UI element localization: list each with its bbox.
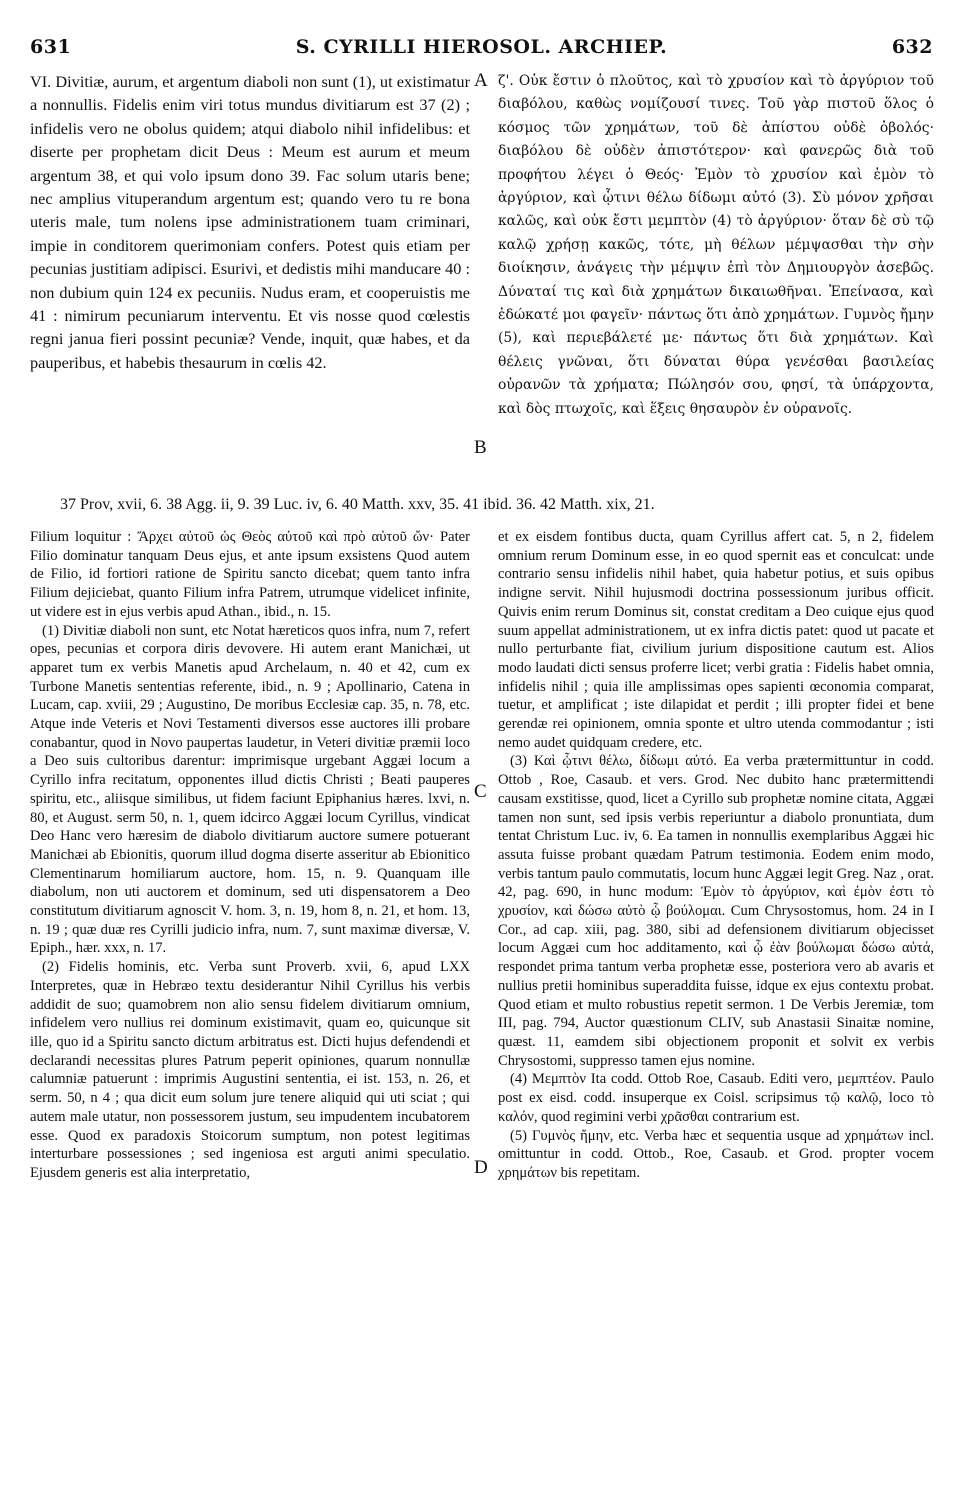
running-title: S. CYRILLI HIEROSOL. ARCHIEP. xyxy=(295,36,668,58)
note-paragraph: Filium loquitur : Ἄρχει αὐτοῦ ὡς Θεὸς αὐτοῦ καὶ πρὸ αὐτοῦ ὤν· Pater Filio dominatur tanquam Deus ejus, et ante ipsum exsistens Quod autem de Filio, id fortiori ratione de Spiritu sancto dicebat; quem tanto infra Filium dejiciebat, quanto Filium infra Patrem, utrumque videlicet infinite, ut videre est in ejus verbis apud Athan., ibid., n. 15. xyxy=(30,529,470,620)
page-number-left: 631 xyxy=(30,36,72,58)
margin-letter-b: B xyxy=(474,437,487,458)
scripture-references: 37 Prov, xvii, 6. 38 Agg. ii, 9. 39 Luc. iv, 6. 40 Matth. xxv, 35. 41 ibid. 36. 42 Matth. xix, 21. xyxy=(60,496,655,513)
margin-letter-d: D xyxy=(474,1157,488,1178)
note-paragraph: et ex eisdem fontibus ducta, quam Cyrillus affert cat. 5, n 2, fidelem omnium rerum Dominum esse, in eo quod spernit eas et conculcat: unde contrario sensu infidelis nihil habet, quia habetur potius, et suis opibus indigne servit. Nihil hujusmodi doctrina possessionum juribus officit. Quivis enim rerum Dominus sit, constat creditam a Deo cuique ejus quod suum appellat administrationem, ut ex infra dictis patet: quod ut pacate et nullo perturbante fiat, civilium jurium dispositione cautum est. Alios modo laudati dicti sensus proferre licet; verbi gratia : Fidelis habet omnia, infidelis nihil ; quia ille amplissimas opes sapienti œconomia comparat, tuetur, et amplificat ; iste dilapidat et perdit ; illi propter fidei et bene gerendæ rei opinionem, omnia sponte et ultro utenda commodantur ; isti nemo audet quidquam credere, etc. xyxy=(498,529,934,751)
notes-left-column xyxy=(30,528,470,1183)
note-paragraph: (1) Divitiæ diaboli non sunt, etc Notat hæreticos quos infra, num 7, refert opes, pecunias et corpora diris devovere. Hi autem erant Manichæi, ut apparet tum ex verbis Manetis apud Archelaum, n. 40 et 42, cum ex Turbone Manetis sententias referente, ibid., n. 9 ; Apollinario, Catena in Lucam, cap. xviii, 29 ; Augustino, De moribus Ecclesiæ cap. 35, n. 78, etc. Atque inde Veteris et Novi Testamenti diversos esse auctores illi probare conabantur, quod in Novo paupertas laudetur, in Veteri divitiæ præmii loco a Deo suis cultoribus darentur: imprimisque urgebant Aggæi locum a Cyrillo infra recitatum, opponentes illud dictis Christi ; Beati pauperes spiritu, etc., aliisque similibus, ut fidem faciunt Epiphanius hæres. lxvi, n. 80, et August. serm 50, n. 1, quem idcirco Aggæi locum Cyrillus, vindicat Deo Hanc vero hæresim de diabolo divitiarum auctore sumere potuerant Manichæi ab Ebionitis, quorum illud dogma diserte asseritur ab Ebionitico Clementinarum homiliarum auctore, hom. 15, n. 9. Quanquam ille diabolum, non uti auctorem et dominum, sed uti dispensatorem a Deo constitutum divitiarum agnoscit V. hom. 3, n. 19, hom 8, n. 21, et hom. 13, n. 19 ; quæ duæ res Cyrilli judicio infra, num. 7, sunt maximæ diversæ, V. Epiph., hær. xxx, n. 17. xyxy=(30,622,470,957)
latin-paragraph: VI. Divitiæ, aurum, et argentum diaboli non sunt (1), ut existimatur a nonnullis. Fidelis enim viri totus mundus divitiarum est 37 (2) ; infidelis vero ne obolus quidem; atqui diabolo nihil infidelibus: et diserte per prophetam dicit Deus : Meum est aurum et meum argentum 38, et qui volo ipsum dono 39. Fac solum utaris bene; nec amplius vituperandum argentum est; quando vero tu re bona uteris male, tum nolens ipse administrationem tuam criminari, impie in conditorem querimoniam confers. Potest quis etiam per pecunias justitiam adipisci. Esurivi, et dedistis mihi manducare 40 : non dubium quin 124 ex pecuniis. Nudus eram, et cooperuistis me 41 : nimirum pecuniarum interventu. Et vis nosse quod cœlestis regni janua fieri possint pecuniæ? Vende, inquit, quæ habes, et da pauperibus, et habebis thesaurum in cœlis 42. xyxy=(30,72,470,372)
note-paragraph: (3) Καὶ ᾧτινι θέλω, δίδωμι αὐτό. Ea verba prætermittuntur in codd. Ottob , Roe, Casaub. et vers. Grod. Nec dubito hanc prætermittendi causam exstitisse, quod, licet a Cyrillo sub prophetæ nomine citata, Aggæi tamen non sunt, sed ipsis verbis reperiuntur a diabolo pronuntiata, dum tentat Christum Luc. iv, 6. Ea tamen in nonnullis exemplaribus Aggæi hic assuta fuisse probant quædam Patrum testimonia. Eodem enim modo, verbis tantum paulo commutatis, locum hunc Aggæi legit Greg. Naz , orat. 42, pag. 690, in hunc modum: Ἐμὸν τὸ ἀργύριον, καὶ ἐμὸν ἐστι τὸ χρυσίον, καὶ δώσω αὐτὸ ᾧ βούλομαι. Cum Chrysostomus, hom. 24 in I Cor., ad cap. xiii, pag. 380, sibi ad defensionem divitiarum objecisset locum Aggæi cum hoc additamento, καὶ ᾧ ἐὰν βούλωμαι δώσω αὐτά, respondet prima tantum verba prophetæ esse, posteriora vero ab avaris et nullius pretii hominibus superaddita fuisse, idque ex ejus contextu probat. Quod etiam et multo robustius repetit sermon. 1 De Verbis Jeremiæ, tom III, pag. 794, Auctor quæstionum CLIV, sub Anastasii Sinaitæ nomine, quæst. 11, eamdem sibi objectionem proponit et solvit ex verbis Chrysostomi, suppresso tamen ejus nomine. xyxy=(498,753,934,1069)
page-number-right: 632 xyxy=(891,36,933,58)
notes-right-column xyxy=(498,528,934,1183)
greek-main-text xyxy=(498,70,934,421)
note-paragraph: (5) Γυμνὸς ἤμην, etc. Verba hæc et sequentia usque ad χρημάτων incl. omittuntur in codd. Ottob., Roe, Casaub. et Grod. propter vocem χρημάτων bis repetitam. xyxy=(498,1127,934,1181)
note-paragraph: (2) Fidelis hominis, etc. Verba sunt Proverb. xvii, 6, apud LXX Interpretes, quæ in Hebræo textu desiderantur Nihil Cyrillus his verbis addidit de suo; quamobrem non alio sensu fidelem divitiarum omnium, infidelem vero nullius rei dominum existimavit, quam eo, quicunque sit ille, quo id a Spiritu sancto dictum arbitratus est. Dicti hujus defendendi et declarandi necessitas plures Patrum peperit opiniones, quarum nonnullæ calumniæ patuerunt : imprimis Augustini sententia, ei ist. 153, n. 26, et serm. 50, n 4 ; qua dicit eum solum jure tenere aliquid qui uti sciat ; qui autem male utatur, non possessorem justum, seu impudentem incubatorem esse. Quod ex paradoxis Stoicorum sumptum, non potest legitimas interturbare possessiones ; sed ingeniosa est arguti animi speculatio. Ejusdem generis est alia interpretatio, xyxy=(30,959,470,1181)
running-header xyxy=(30,36,933,60)
greek-paragraph: ζ'. Οὐκ ἔστιν ὁ πλοῦτος, καὶ τὸ χρυσίον καὶ τὸ ἀργύριον τοῦ διαβόλου, καθὼς νομίζουσί τινες. Τοῦ γὰρ πιστοῦ ὅλος ὁ κόσμος τῶν χρημάτων, τοῦ δὲ ἀπίστου οὐδὲ ὀβολός· διαβόλου δὲ οὐδὲν ἀπιστότερον· καὶ φανερῶς διὰ τοῦ προφήτου λέγει ὁ Θεός· Ἐμὸν τὸ χρυσίον καὶ ἐμὸν τὸ ἀργύριον, καὶ ᾧτινι θέλω δίδωμι αὐτό (3). Σὺ μόνον χρῆσαι καλῶς, καὶ οὐκ ἔστι μεμπτὸν (4) τὸ ἀργύριον· ὅταν δὲ σὺ τῷ καλῷ χρήσῃ κακῶς, τότε, μὴ θέλων μέμψασθαι τὴν σὴν διοίκησιν, ἀνάγεις τὴν μέμψιν ἐπὶ τὸν Δημιουργὸν ἀσεβῶς. Δύναταί τις καὶ διὰ χρημάτων δικαιωθῆναι. Ἐπείνασα, καὶ ἐδώκατέ μοι φαγεῖν· πάντως ὅτι ἀπὸ χρημάτων. Γυμνὸς ἤμην (5), καὶ περιεβάλετέ με· πάντως ὅτι διὰ χρημάτων. Καὶ θέλεις γνῶναι, ὅτι δύναται θύρα γενέσθαι βασιλείας οὐρανῶν τὰ χρήματα; Πώλησόν σου, φησί, τὰ ὑπάρχοντα, καὶ δὸς πτωχοῖς, καὶ ἕξεις θησαυρὸν ἐν οὐρανοῖς. xyxy=(498,73,934,417)
margin-letter-c: C xyxy=(474,781,487,802)
margin-letter-a: A xyxy=(474,70,488,91)
note-paragraph: (4) Μεμπτὸν Ita codd. Ottob Roe, Casaub. Editi vero, μεμπτέον. Paulo post ex eisd. codd. insuperque ex Coisl. scripsimus τῷ καλῷ, loco τὸ καλόν, quod regimini verbi χρᾶσθαι contrarium est. xyxy=(498,1071,934,1125)
latin-main-text xyxy=(30,70,470,374)
